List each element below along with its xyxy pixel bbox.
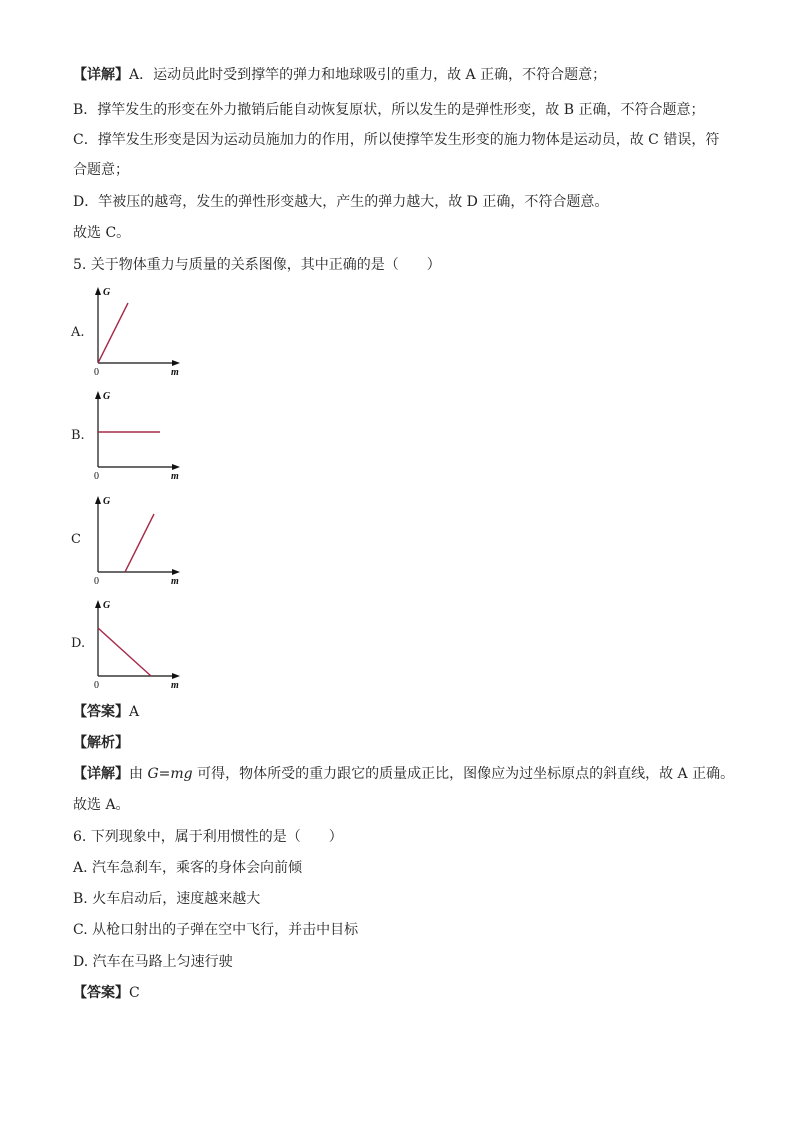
graph-line (98, 303, 128, 363)
detail-pre: 由 (129, 766, 148, 782)
detail-line-d: D．竿被压的越弯，发生的弹性形变越大，产生的弹力越大，故 D 正确，不符合题意。 (73, 194, 609, 210)
x-axis-arrow (172, 360, 180, 366)
y-axis-arrow (95, 600, 101, 608)
q6-option-b: B. 火车启动后，速度越来越大 (73, 891, 261, 907)
graph-line (125, 514, 154, 572)
option-a-label: A. (71, 325, 85, 340)
q5-detail (73, 765, 734, 783)
origin-label: 0 (94, 680, 99, 691)
detail-line-a (73, 66, 606, 84)
x-axis-label: m (171, 680, 179, 691)
y-axis-label: G (103, 600, 111, 611)
answer-tag: 【答案】 (73, 704, 129, 720)
detail-tag: 【详解】 (73, 766, 129, 782)
graph-line (98, 628, 151, 676)
option-c-graph (88, 494, 188, 589)
x-axis-label: m (171, 471, 179, 482)
option-a-graph (88, 285, 188, 380)
question-5-stem: 5. 关于物体重力与质量的关系图像，其中正确的是（ ） (73, 257, 441, 273)
option-c-label: C (71, 532, 81, 547)
answer-tag: 【答案】 (73, 985, 129, 1001)
q6-answer (73, 984, 140, 1002)
question-6-stem: 6. 下列现象中，属于利用惯性的是（ ） (73, 829, 343, 845)
formula-mg: mg (170, 766, 193, 782)
origin-label: 0 (94, 471, 99, 482)
y-axis-label: G (103, 287, 111, 298)
detail-tag: 【详解】 (73, 67, 129, 83)
y-axis-arrow (95, 496, 101, 504)
x-axis-label: m (171, 576, 179, 587)
y-axis-arrow (95, 287, 101, 295)
formula-g: G (147, 766, 159, 782)
origin-label: 0 (94, 576, 99, 587)
formula-eq: = (158, 766, 171, 782)
y-axis-label: G (103, 496, 111, 507)
answer-value: C (129, 985, 140, 1001)
x-axis-arrow (172, 464, 180, 470)
x-axis-arrow (172, 673, 180, 679)
y-axis-arrow (95, 391, 101, 399)
option-b-label: B. (71, 428, 85, 443)
answer-value: A (129, 704, 140, 720)
detail-line-c: C．撑竿发生形变是因为运动员施加力的作用，所以使撑竿发生形变的施力物体是运动员，故 C 错误，符 (73, 132, 720, 148)
origin-label: 0 (94, 367, 99, 378)
q6-option-d: D. 汽车在马路上匀速行驶 (73, 954, 233, 970)
detail-line-c-cont: 合题意； (73, 162, 129, 178)
q5-analysis-tag: 【解析】 (73, 735, 129, 751)
y-axis-label: G (103, 391, 111, 402)
q5-answer (73, 703, 139, 721)
x-axis-label: m (171, 367, 179, 378)
x-axis-arrow (172, 569, 180, 575)
option-b-graph (88, 389, 188, 484)
detail-line-b: B．撑竿发生的形变在外力撤销后能自动恢复原状，所以发生的是弹性形变，故 B 正确，不符合题意； (73, 102, 705, 118)
option-d-graph (88, 598, 188, 693)
q5-conclusion: 故选 A。 (73, 797, 130, 813)
q6-option-a: A. 汽车急刹车，乘客的身体会向前倾 (73, 860, 303, 876)
detail-post: 可得，物体所受的重力跟它的质量成正比，图像应为过坐标原点的斜直线，故 A 正确。 (192, 766, 735, 782)
option-d-label: D. (71, 636, 86, 651)
conclusion-line: 故选 C。 (73, 225, 131, 241)
detail-text-a: A．运动员此时受到撑竿的弹力和地球吸引的重力，故 A 正确，不符合题意； (129, 67, 607, 83)
q6-option-c: C. 从枪口射出的子弹在空中飞行，并击中目标 (73, 922, 359, 938)
